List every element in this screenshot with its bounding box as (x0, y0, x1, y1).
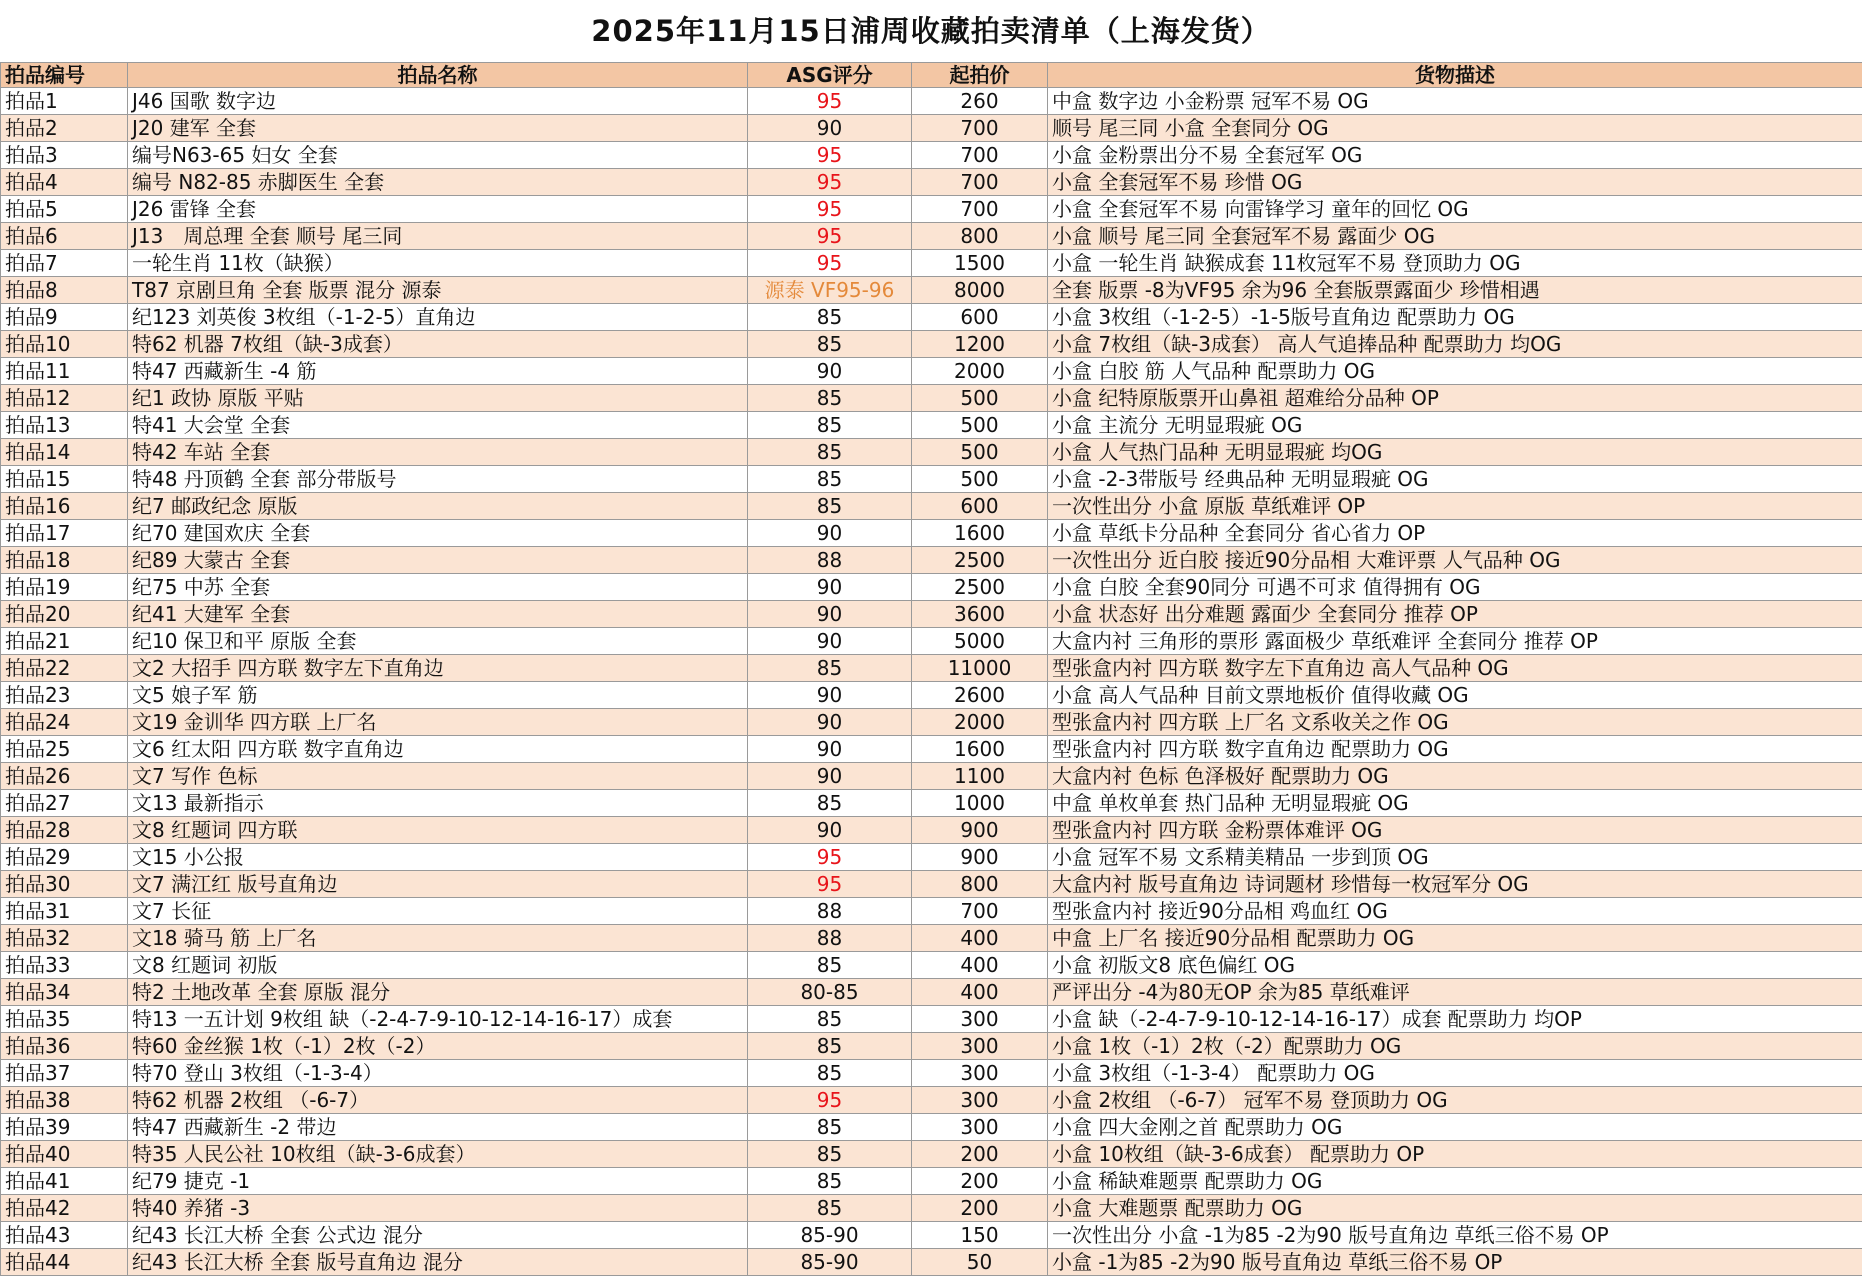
asg-score-cell: 90 (748, 601, 912, 628)
lot-id-cell: 拍品26 (1, 763, 128, 790)
description-cell: 小盒 稀缺难题票 配票助力 OG (1048, 1168, 1862, 1195)
lot-name-cell: J26 雷锋 全套 (128, 196, 748, 223)
starting-price-cell: 3600 (912, 601, 1048, 628)
lot-name-cell: 编号N63-65 妇女 全套 (128, 142, 748, 169)
asg-score-cell: 90 (748, 574, 912, 601)
asg-score-cell: 90 (748, 520, 912, 547)
table-body (1, 88, 1862, 1276)
lot-id-cell: 拍品39 (1, 1114, 128, 1141)
asg-score-cell: 85 (748, 385, 912, 412)
description-cell: 小盒 3枚组（-1-3-4） 配票助力 OG (1048, 1060, 1862, 1087)
description-cell: 小盒 纪特原版票开山鼻祖 超难给分品种 OP (1048, 385, 1862, 412)
table-row (1, 736, 1862, 763)
lot-id-cell: 拍品3 (1, 142, 128, 169)
table-row (1, 142, 1862, 169)
asg-score-cell: 95 (748, 844, 912, 871)
starting-price-cell: 50 (912, 1249, 1048, 1276)
description-cell: 中盒 单枚单套 热门品种 无明显瑕疵 OG (1048, 790, 1862, 817)
description-cell: 大盒内衬 三角形的票形 露面极少 草纸难评 全套同分 推荐 OP (1048, 628, 1862, 655)
lot-id-cell: 拍品13 (1, 412, 128, 439)
starting-price-cell: 200 (912, 1168, 1048, 1195)
lot-id-cell: 拍品28 (1, 817, 128, 844)
lot-name-cell: 纪1 政协 原版 平贴 (128, 385, 748, 412)
lot-name-cell: 纪43 长江大桥 全套 版号直角边 混分 (128, 1249, 748, 1276)
asg-score-cell: 95 (748, 1087, 912, 1114)
table-row (1, 628, 1862, 655)
lot-name-cell: 特62 机器 7枚组（缺-3成套） (128, 331, 748, 358)
lot-id-cell: 拍品40 (1, 1141, 128, 1168)
starting-price-cell: 2600 (912, 682, 1048, 709)
starting-price-cell: 11000 (912, 655, 1048, 682)
table-row (1, 304, 1862, 331)
description-cell: 全套 版票 -8为VF95 余为96 全套版票露面少 珍惜相遇 (1048, 277, 1862, 304)
lot-id-cell: 拍品27 (1, 790, 128, 817)
table-row (1, 223, 1862, 250)
description-cell: 大盒内衬 版号直角边 诗词题材 珍惜每一枚冠军分 OG (1048, 871, 1862, 898)
lot-id-cell: 拍品19 (1, 574, 128, 601)
starting-price-cell: 300 (912, 1087, 1048, 1114)
table-row (1, 439, 1862, 466)
lot-id-cell: 拍品43 (1, 1222, 128, 1249)
description-cell: 一次性出分 近白胶 接近90分品相 大难评票 人气品种 OG (1048, 547, 1862, 574)
lot-id-cell: 拍品8 (1, 277, 128, 304)
auction-table (0, 62, 1862, 1276)
starting-price-cell: 400 (912, 925, 1048, 952)
asg-score-cell: 95 (748, 169, 912, 196)
column-header-desc: 货物描述 (1048, 63, 1862, 88)
starting-price-cell: 300 (912, 1060, 1048, 1087)
table-row (1, 1060, 1862, 1087)
lot-id-cell: 拍品17 (1, 520, 128, 547)
asg-score-cell: 85-90 (748, 1222, 912, 1249)
table-row (1, 1168, 1862, 1195)
lot-id-cell: 拍品42 (1, 1195, 128, 1222)
starting-price-cell: 900 (912, 817, 1048, 844)
lot-id-cell: 拍品29 (1, 844, 128, 871)
table-row (1, 1114, 1862, 1141)
lot-id-cell: 拍品31 (1, 898, 128, 925)
table-row (1, 574, 1862, 601)
table-row (1, 88, 1862, 115)
table-row (1, 655, 1862, 682)
column-header-price: 起拍价 (912, 63, 1048, 88)
starting-price-cell: 1200 (912, 331, 1048, 358)
description-cell: 小盒 冠军不易 文系精美精品 一步到顶 OG (1048, 844, 1862, 871)
lot-id-cell: 拍品11 (1, 358, 128, 385)
asg-score-cell: 85 (748, 304, 912, 331)
starting-price-cell: 2500 (912, 574, 1048, 601)
description-cell: 一次性出分 小盒 原版 草纸难评 OP (1048, 493, 1862, 520)
description-cell: 小盒 -1为85 -2为90 版号直角边 草纸三俗不易 OP (1048, 1249, 1862, 1276)
starting-price-cell: 300 (912, 1114, 1048, 1141)
lot-name-cell: 文13 最新指示 (128, 790, 748, 817)
description-cell: 型张盒内衬 接近90分品相 鸡血红 OG (1048, 898, 1862, 925)
starting-price-cell: 400 (912, 979, 1048, 1006)
lot-name-cell: 特60 金丝猴 1枚（-1）2枚（-2） (128, 1033, 748, 1060)
asg-score-cell: 90 (748, 709, 912, 736)
asg-score-cell: 90 (748, 628, 912, 655)
starting-price-cell: 300 (912, 1006, 1048, 1033)
table-row (1, 520, 1862, 547)
table-row (1, 331, 1862, 358)
table-row (1, 196, 1862, 223)
asg-score-cell: 90 (748, 763, 912, 790)
table-row (1, 601, 1862, 628)
table-row (1, 1249, 1862, 1276)
starting-price-cell: 200 (912, 1195, 1048, 1222)
starting-price-cell: 600 (912, 304, 1048, 331)
lot-name-cell: 文2 大招手 四方联 数字左下直角边 (128, 655, 748, 682)
table-row (1, 1222, 1862, 1249)
description-cell: 小盒 全套冠军不易 向雷锋学习 童年的回忆 OG (1048, 196, 1862, 223)
table-row (1, 979, 1862, 1006)
starting-price-cell: 1100 (912, 763, 1048, 790)
starting-price-cell: 900 (912, 844, 1048, 871)
lot-id-cell: 拍品6 (1, 223, 128, 250)
asg-score-cell: 95 (748, 88, 912, 115)
starting-price-cell: 700 (912, 898, 1048, 925)
asg-score-cell: 95 (748, 142, 912, 169)
description-cell: 小盒 全套冠军不易 珍惜 OG (1048, 169, 1862, 196)
lot-name-cell: 特2 土地改革 全套 原版 混分 (128, 979, 748, 1006)
starting-price-cell: 300 (912, 1033, 1048, 1060)
lot-id-cell: 拍品16 (1, 493, 128, 520)
asg-score-cell: 88 (748, 925, 912, 952)
description-cell: 小盒 一轮生肖 缺猴成套 11枚冠军不易 登顶助力 OG (1048, 250, 1862, 277)
lot-id-cell: 拍品33 (1, 952, 128, 979)
table-row (1, 358, 1862, 385)
description-cell: 小盒 高人气品种 目前文票地板价 值得收藏 OG (1048, 682, 1862, 709)
asg-score-cell: 95 (748, 223, 912, 250)
lot-name-cell: 文8 红题词 初版 (128, 952, 748, 979)
table-row (1, 1006, 1862, 1033)
description-cell: 型张盒内衬 四方联 数字直角边 配票助力 OG (1048, 736, 1862, 763)
starting-price-cell: 2000 (912, 709, 1048, 736)
asg-score-cell: 90 (748, 115, 912, 142)
column-header-asg: ASG评分 (748, 63, 912, 88)
asg-score-cell: 85 (748, 1168, 912, 1195)
table-row (1, 493, 1862, 520)
lot-id-cell: 拍品32 (1, 925, 128, 952)
description-cell: 小盒 缺（-2-4-7-9-10-12-14-16-17）成套 配票助力 均OP (1048, 1006, 1862, 1033)
table-row (1, 115, 1862, 142)
lot-id-cell: 拍品18 (1, 547, 128, 574)
starting-price-cell: 5000 (912, 628, 1048, 655)
lot-id-cell: 拍品41 (1, 1168, 128, 1195)
asg-score-cell: 90 (748, 358, 912, 385)
lot-id-cell: 拍品1 (1, 88, 128, 115)
page-title: 2025年11月15日浦周收藏拍卖清单（上海发货） (591, 14, 1271, 48)
lot-id-cell: 拍品10 (1, 331, 128, 358)
description-cell: 小盒 人气热门品种 无明显瑕疵 均OG (1048, 439, 1862, 466)
starting-price-cell: 500 (912, 412, 1048, 439)
table-row (1, 1195, 1862, 1222)
lot-id-cell: 拍品36 (1, 1033, 128, 1060)
description-cell: 顺号 尾三同 小盒 全套同分 OG (1048, 115, 1862, 142)
lot-name-cell: 纪75 中苏 全套 (128, 574, 748, 601)
starting-price-cell: 1600 (912, 736, 1048, 763)
lot-name-cell: 文7 长征 (128, 898, 748, 925)
asg-score-cell: 85 (748, 655, 912, 682)
lot-id-cell: 拍品35 (1, 1006, 128, 1033)
starting-price-cell: 700 (912, 196, 1048, 223)
starting-price-cell: 800 (912, 871, 1048, 898)
table-row (1, 898, 1862, 925)
description-cell: 小盒 顺号 尾三同 全套冠军不易 露面少 OG (1048, 223, 1862, 250)
asg-score-cell: 85 (748, 331, 912, 358)
lot-name-cell: J46 国歌 数字边 (128, 88, 748, 115)
table-row (1, 790, 1862, 817)
asg-score-cell: 85 (748, 1033, 912, 1060)
description-cell: 中盒 上厂名 接近90分品相 配票助力 OG (1048, 925, 1862, 952)
table-row (1, 412, 1862, 439)
asg-score-cell: 90 (748, 817, 912, 844)
table-row (1, 952, 1862, 979)
starting-price-cell: 1600 (912, 520, 1048, 547)
column-header-id: 拍品编号 (1, 63, 128, 88)
asg-score-cell: 85 (748, 439, 912, 466)
table-row (1, 385, 1862, 412)
asg-score-cell: 85 (748, 952, 912, 979)
description-cell: 小盒 白胶 全套90同分 可遇不可求 值得拥有 OG (1048, 574, 1862, 601)
description-cell: 小盒 状态好 出分难题 露面少 全套同分 推荐 OP (1048, 601, 1862, 628)
description-cell: 型张盒内衬 四方联 数字左下直角边 高人气品种 OG (1048, 655, 1862, 682)
table-row (1, 709, 1862, 736)
lot-name-cell: 纪89 大蒙古 全套 (128, 547, 748, 574)
asg-score-cell: 95 (748, 250, 912, 277)
lot-id-cell: 拍品44 (1, 1249, 128, 1276)
lot-id-cell: 拍品30 (1, 871, 128, 898)
lot-name-cell: 纪7 邮政纪念 原版 (128, 493, 748, 520)
lot-name-cell: 特40 养猪 -3 (128, 1195, 748, 1222)
lot-name-cell: 特13 一五计划 9枚组 缺（-2-4-7-9-10-12-14-16-17）成套 (128, 1006, 748, 1033)
description-cell: 中盒 数字边 小金粉票 冠军不易 OG (1048, 88, 1862, 115)
lot-id-cell: 拍品15 (1, 466, 128, 493)
starting-price-cell: 800 (912, 223, 1048, 250)
lot-name-cell: 文18 骑马 筋 上厂名 (128, 925, 748, 952)
starting-price-cell: 2000 (912, 358, 1048, 385)
description-cell: 小盒 四大金刚之首 配票助力 OG (1048, 1114, 1862, 1141)
lot-name-cell: J13 周总理 全套 顺号 尾三同 (128, 223, 748, 250)
description-cell: 小盒 初版文8 底色偏红 OG (1048, 952, 1862, 979)
starting-price-cell: 500 (912, 385, 1048, 412)
lot-id-cell: 拍品20 (1, 601, 128, 628)
description-cell: 严评出分 -4为80无OP 余为85 草纸难评 (1048, 979, 1862, 1006)
lot-name-cell: 特41 大会堂 全套 (128, 412, 748, 439)
starting-price-cell: 700 (912, 115, 1048, 142)
asg-score-cell: 源泰 VF95-96 (748, 277, 912, 304)
description-cell: 小盒 1枚（-1）2枚（-2）配票助力 OG (1048, 1033, 1862, 1060)
asg-score-cell: 88 (748, 547, 912, 574)
lot-id-cell: 拍品2 (1, 115, 128, 142)
lot-name-cell: 纪70 建国欢庆 全套 (128, 520, 748, 547)
lot-name-cell: J20 建军 全套 (128, 115, 748, 142)
asg-score-cell: 85 (748, 1195, 912, 1222)
starting-price-cell: 500 (912, 439, 1048, 466)
asg-score-cell: 85 (748, 412, 912, 439)
description-cell: 小盒 金粉票出分不易 全套冠军 OG (1048, 142, 1862, 169)
table-row (1, 547, 1862, 574)
lot-name-cell: T87 京剧旦角 全套 版票 混分 源泰 (128, 277, 748, 304)
lot-name-cell: 特42 车站 全套 (128, 439, 748, 466)
lot-name-cell: 特70 登山 3枚组（-1-3-4） (128, 1060, 748, 1087)
table-row (1, 925, 1862, 952)
lot-id-cell: 拍品7 (1, 250, 128, 277)
description-cell: 小盒 7枚组（缺-3成套） 高人气追捧品种 配票助力 均OG (1048, 331, 1862, 358)
description-cell: 小盒 10枚组（缺-3-6成套） 配票助力 OP (1048, 1141, 1862, 1168)
description-cell: 型张盒内衬 四方联 上厂名 文系收关之作 OG (1048, 709, 1862, 736)
lot-name-cell: 特48 丹顶鹤 全套 部分带版号 (128, 466, 748, 493)
lot-id-cell: 拍品9 (1, 304, 128, 331)
table-row (1, 250, 1862, 277)
starting-price-cell: 150 (912, 1222, 1048, 1249)
starting-price-cell: 600 (912, 493, 1048, 520)
lot-id-cell: 拍品38 (1, 1087, 128, 1114)
lot-id-cell: 拍品14 (1, 439, 128, 466)
asg-score-cell: 95 (748, 196, 912, 223)
lot-name-cell: 文15 小公报 (128, 844, 748, 871)
asg-score-cell: 85 (748, 1114, 912, 1141)
asg-score-cell: 95 (748, 871, 912, 898)
lot-id-cell: 拍品24 (1, 709, 128, 736)
table-row (1, 1033, 1862, 1060)
description-cell: 型张盒内衬 四方联 金粉票体难评 OG (1048, 817, 1862, 844)
asg-score-cell: 80-85 (748, 979, 912, 1006)
asg-score-cell: 85 (748, 1006, 912, 1033)
asg-score-cell: 85 (748, 1141, 912, 1168)
table-row (1, 466, 1862, 493)
lot-name-cell: 文6 红太阳 四方联 数字直角边 (128, 736, 748, 763)
asg-score-cell: 88 (748, 898, 912, 925)
starting-price-cell: 700 (912, 142, 1048, 169)
lot-name-cell: 文7 写作 色标 (128, 763, 748, 790)
lot-id-cell: 拍品23 (1, 682, 128, 709)
asg-score-cell: 85 (748, 1060, 912, 1087)
table-row (1, 844, 1862, 871)
description-cell: 小盒 草纸卡分品种 全套同分 省心省力 OP (1048, 520, 1862, 547)
asg-score-cell: 85 (748, 466, 912, 493)
starting-price-cell: 700 (912, 169, 1048, 196)
starting-price-cell: 8000 (912, 277, 1048, 304)
starting-price-cell: 500 (912, 466, 1048, 493)
lot-id-cell: 拍品34 (1, 979, 128, 1006)
table-row (1, 763, 1862, 790)
lot-id-cell: 拍品5 (1, 196, 128, 223)
starting-price-cell: 200 (912, 1141, 1048, 1168)
table-row (1, 817, 1862, 844)
lot-name-cell: 编号 N82-85 赤脚医生 全套 (128, 169, 748, 196)
column-header-name: 拍品名称 (128, 63, 748, 88)
asg-score-cell: 85 (748, 790, 912, 817)
description-cell: 大盒内衬 色标 色泽极好 配票助力 OG (1048, 763, 1862, 790)
description-cell: 一次性出分 小盒 -1为85 -2为90 版号直角边 草纸三俗不易 OP (1048, 1222, 1862, 1249)
asg-score-cell: 85-90 (748, 1249, 912, 1276)
lot-id-cell: 拍品12 (1, 385, 128, 412)
lot-name-cell: 纪10 保卫和平 原版 全套 (128, 628, 748, 655)
lot-name-cell: 特35 人民公社 10枚组（缺-3-6成套） (128, 1141, 748, 1168)
description-cell: 小盒 3枚组（-1-2-5）-1-5版号直角边 配票助力 OG (1048, 304, 1862, 331)
starting-price-cell: 400 (912, 952, 1048, 979)
lot-name-cell: 纪79 捷克 -1 (128, 1168, 748, 1195)
asg-score-cell: 90 (748, 682, 912, 709)
asg-score-cell: 90 (748, 736, 912, 763)
description-cell: 小盒 2枚组 （-6-7） 冠军不易 登顶助力 OG (1048, 1087, 1862, 1114)
starting-price-cell: 260 (912, 88, 1048, 115)
lot-name-cell: 特47 西藏新生 -4 筋 (128, 358, 748, 385)
lot-name-cell: 纪43 长江大桥 全套 公式边 混分 (128, 1222, 748, 1249)
lot-name-cell: 文19 金训华 四方联 上厂名 (128, 709, 748, 736)
lot-name-cell: 文8 红题词 四方联 (128, 817, 748, 844)
lot-id-cell: 拍品25 (1, 736, 128, 763)
lot-name-cell: 文7 满江红 版号直角边 (128, 871, 748, 898)
lot-name-cell: 纪123 刘英俊 3枚组（-1-2-5）直角边 (128, 304, 748, 331)
lot-id-cell: 拍品37 (1, 1060, 128, 1087)
lot-id-cell: 拍品4 (1, 169, 128, 196)
description-cell: 小盒 -2-3带版号 经典品种 无明显瑕疵 OG (1048, 466, 1862, 493)
lot-id-cell: 拍品22 (1, 655, 128, 682)
table-row (1, 682, 1862, 709)
table-row (1, 1141, 1862, 1168)
description-cell: 小盒 主流分 无明显瑕疵 OG (1048, 412, 1862, 439)
asg-score-cell: 85 (748, 493, 912, 520)
table-header (1, 63, 1862, 88)
table-row (1, 169, 1862, 196)
table-row (1, 871, 1862, 898)
table-row (1, 1087, 1862, 1114)
lot-name-cell: 特47 西藏新生 -2 带边 (128, 1114, 748, 1141)
table-row (1, 277, 1862, 304)
lot-name-cell: 一轮生肖 11枚（缺猴） (128, 250, 748, 277)
description-cell: 小盒 大难题票 配票助力 OG (1048, 1195, 1862, 1222)
lot-name-cell: 特62 机器 2枚组 （-6-7） (128, 1087, 748, 1114)
lot-id-cell: 拍品21 (1, 628, 128, 655)
lot-name-cell: 纪41 大建军 全套 (128, 601, 748, 628)
lot-name-cell: 文5 娘子军 筋 (128, 682, 748, 709)
starting-price-cell: 1500 (912, 250, 1048, 277)
starting-price-cell: 1000 (912, 790, 1048, 817)
starting-price-cell: 2500 (912, 547, 1048, 574)
description-cell: 小盒 白胶 筋 人气品种 配票助力 OG (1048, 358, 1862, 385)
